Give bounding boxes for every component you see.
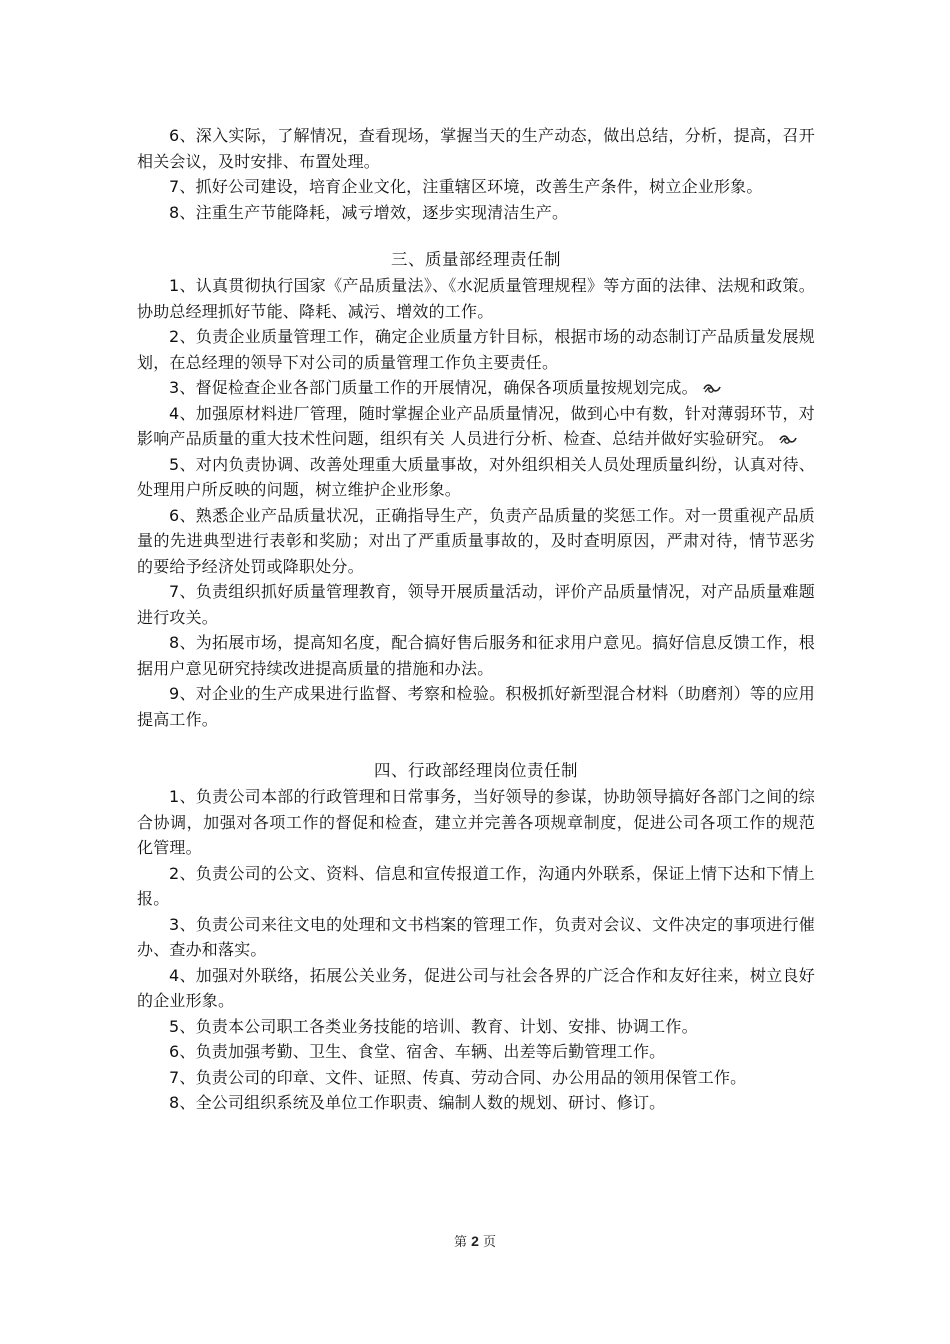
- paragraph-with-mark: [137, 401, 815, 452]
- paragraph: 6、熟悉企业产品质量状况，正确指导生产，负责产品质量的奖惩工作。对一贯重视产品质量的先进典型进行表彰和奖励；对出了严重质量事故的，及时查明原因，严肃对待，情节恶劣的要给予经济处罚或降职处分。: [137, 505, 815, 576]
- paragraph-text: 3、督促检查企业各部门质量工作的开展情况，确保各项质量按规划完成。: [169, 378, 698, 397]
- paragraph: 8、为拓展市场，提高知名度，配合搞好售后服务和征求用户意见。搞好信息反馈工作，根据用户意见研究持续改进提高质量的措施和办法。: [137, 633, 815, 678]
- section-4: [137, 784, 815, 1116]
- paragraph: 2、负责公司的公文、资料、信息和宣传报道工作，沟通内外联系，保证上情下达和下情上报。: [137, 863, 815, 908]
- paragraph: 7、负责组织抓好质量管理教育，领导开展质量活动，评价产品质量情况，对产品质量难题进行攻关。: [137, 582, 815, 627]
- paragraph: 3、负责公司来往文电的处理和文书档案的管理工作，负责对会议、文件决定的事项进行催办、查办和落实。: [137, 914, 815, 959]
- revision-mark-icon: [778, 434, 798, 446]
- paragraph: 8、注重生产节能降耗，减亏增效，逐步实现清洁生产。: [169, 202, 569, 222]
- paragraph: 8、全公司组织系统及单位工作职责、编制人数的规划、研讨、修订。: [169, 1093, 666, 1112]
- paragraph: 9、对企业的生产成果进行监督、考察和检验。积极抓好新型混合材料（助磨剂）等的应用提高工作。: [137, 684, 815, 729]
- paragraph: 6、深入实际，了解情况，查看现场，掌握当天的生产动态，做出总结，分析，提高，召开相关会议，及时安排、布置处理。: [137, 126, 815, 171]
- paragraph: 5、对内负责协调、改善处理重大质量事故，对外组织相关人员处理质量纠纷，认真对待、处理用户所反映的问题，树立维护企业形象。: [137, 454, 815, 499]
- section-3: [137, 273, 815, 732]
- paragraph-with-mark: [137, 375, 815, 401]
- paragraph: 5、负责本公司职工各类业务技能的培训、教育、计划、安排、协调工作。: [169, 1016, 698, 1036]
- page-footer: [0, 1231, 950, 1250]
- paragraph: 1、认真贯彻执行国家《产品质量法》、《水泥质量管理规程》等方面的法律、法规和政策。协助总经理抓好节能、降耗、减污、增效的工作。: [137, 276, 815, 321]
- footer-suffix: 页: [483, 1235, 497, 1250]
- paragraph: 1、负责公司本部的行政管理和日常事务，当好领导的参谋，协助领导搞好各部门之间的综合协调，加强对各项工作的督促和检查，建立并完善各项规章制度，促进公司各项工作的规范化管理。: [137, 787, 815, 857]
- paragraph: 4、加强对外联络，拓展公关业务，促进公司与社会各界的广泛合作和友好往来，树立良好的企业形象。: [137, 965, 815, 1010]
- section-3-title: 三、质量部经理责任制: [391, 250, 561, 269]
- footer-prefix: 第: [453, 1235, 467, 1250]
- section-4-title: 四、行政部经理岗位责任制: [374, 761, 578, 780]
- paragraph: 7、抓好公司建设，培育企业文化，注重辖区环境，改善生产条件，树立企业形象。: [169, 177, 763, 196]
- paragraph: 2、负责企业质量管理工作，确定企业质量方针目标，根据市场的动态制订产品质量发展规划，在总经理的领导下对公司的质量管理工作负主要责任。: [137, 327, 815, 372]
- page-number: 2: [471, 1233, 479, 1249]
- paragraph: 7、负责公司的印章、文件、证照、传真、劳动合同、办公用品的领用保管工作。: [169, 1067, 747, 1087]
- paragraph-text: 4、加强原材料进厂管理，随时掌握企业产品质量情况，做到心中有数，针对薄弱环节，对影响产品质量的重大技术性问题，组织有关 人员进行分析、检查、总结并做好实验研究。: [137, 403, 815, 448]
- document-body: [137, 123, 815, 1116]
- section-prev: [137, 123, 815, 225]
- revision-mark-icon: [702, 383, 722, 395]
- paragraph: 6、负责加强考勤、卫生、食堂、宿舍、车辆、出差等后勤管理工作。: [169, 1042, 666, 1061]
